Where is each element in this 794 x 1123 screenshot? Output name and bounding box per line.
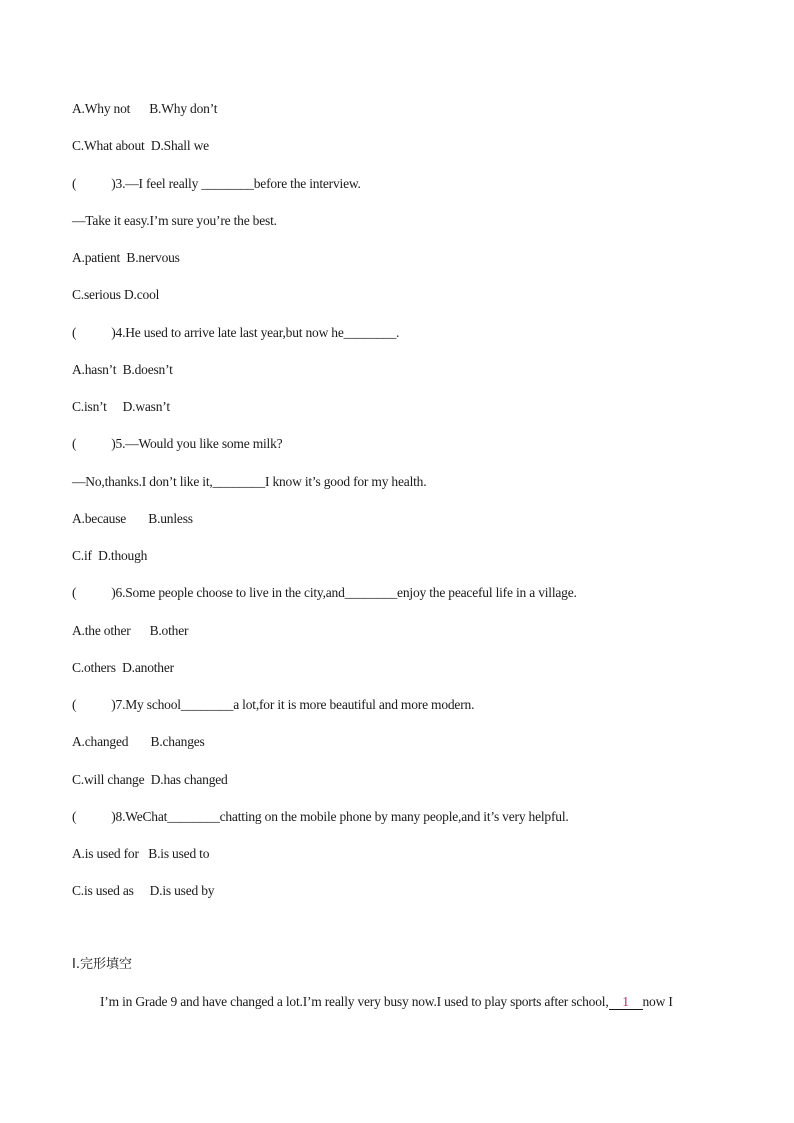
question-6: ( )6.Some people choose to live in the city,and________enjoy the peaceful life in a village. (72, 585, 577, 600)
question-4: ( )4.He used to arrive late last year,but now he________. (72, 325, 400, 340)
option-line: A.the other B.other (72, 623, 189, 638)
option-line: A.patient B.nervous (72, 250, 180, 265)
option-line: A.changed B.changes (72, 734, 205, 749)
option-line: A.Why not B.Why don’t (72, 101, 218, 116)
question-5-response: —No,thanks.I don’t like it,________I know it’s good for my health. (72, 474, 427, 489)
option-line: A.because B.unless (72, 511, 193, 526)
cloze-paragraph (100, 993, 673, 1011)
paragraph-text-after: now I (642, 994, 673, 1009)
question-8: ( )8.WeChat________chatting on the mobile phone by many people,and it’s very helpful. (72, 809, 569, 824)
option-line: C.others D.another (72, 660, 174, 675)
section-title: Ⅰ.完形填空 (72, 957, 132, 972)
paragraph-text-before: I’m in Grade 9 and have changed a lot.I’m really very busy now.I used to play sports after school, (100, 994, 609, 1009)
cloze-blank[interactable]: 1 (609, 994, 643, 1010)
option-line: C.isn’t D.wasn’t (72, 399, 170, 414)
option-line: A.hasn’t B.doesn’t (72, 362, 173, 377)
option-line: C.if D.though (72, 548, 148, 563)
question-5: ( )5.—Would you like some milk? (72, 436, 283, 451)
option-line: C.What about D.Shall we (72, 138, 209, 153)
option-line: C.is used as D.is used by (72, 883, 215, 898)
option-line: C.serious D.cool (72, 287, 160, 302)
question-7: ( )7.My school________a lot,for it is more beautiful and more modern. (72, 697, 475, 712)
question-3: ( )3.—I feel really ________before the interview. (72, 176, 361, 191)
question-3-response: —Take it easy.I’m sure you’re the best. (72, 213, 277, 228)
option-line: C.will change D.has changed (72, 772, 228, 787)
option-line: A.is used for B.is used to (72, 846, 210, 861)
